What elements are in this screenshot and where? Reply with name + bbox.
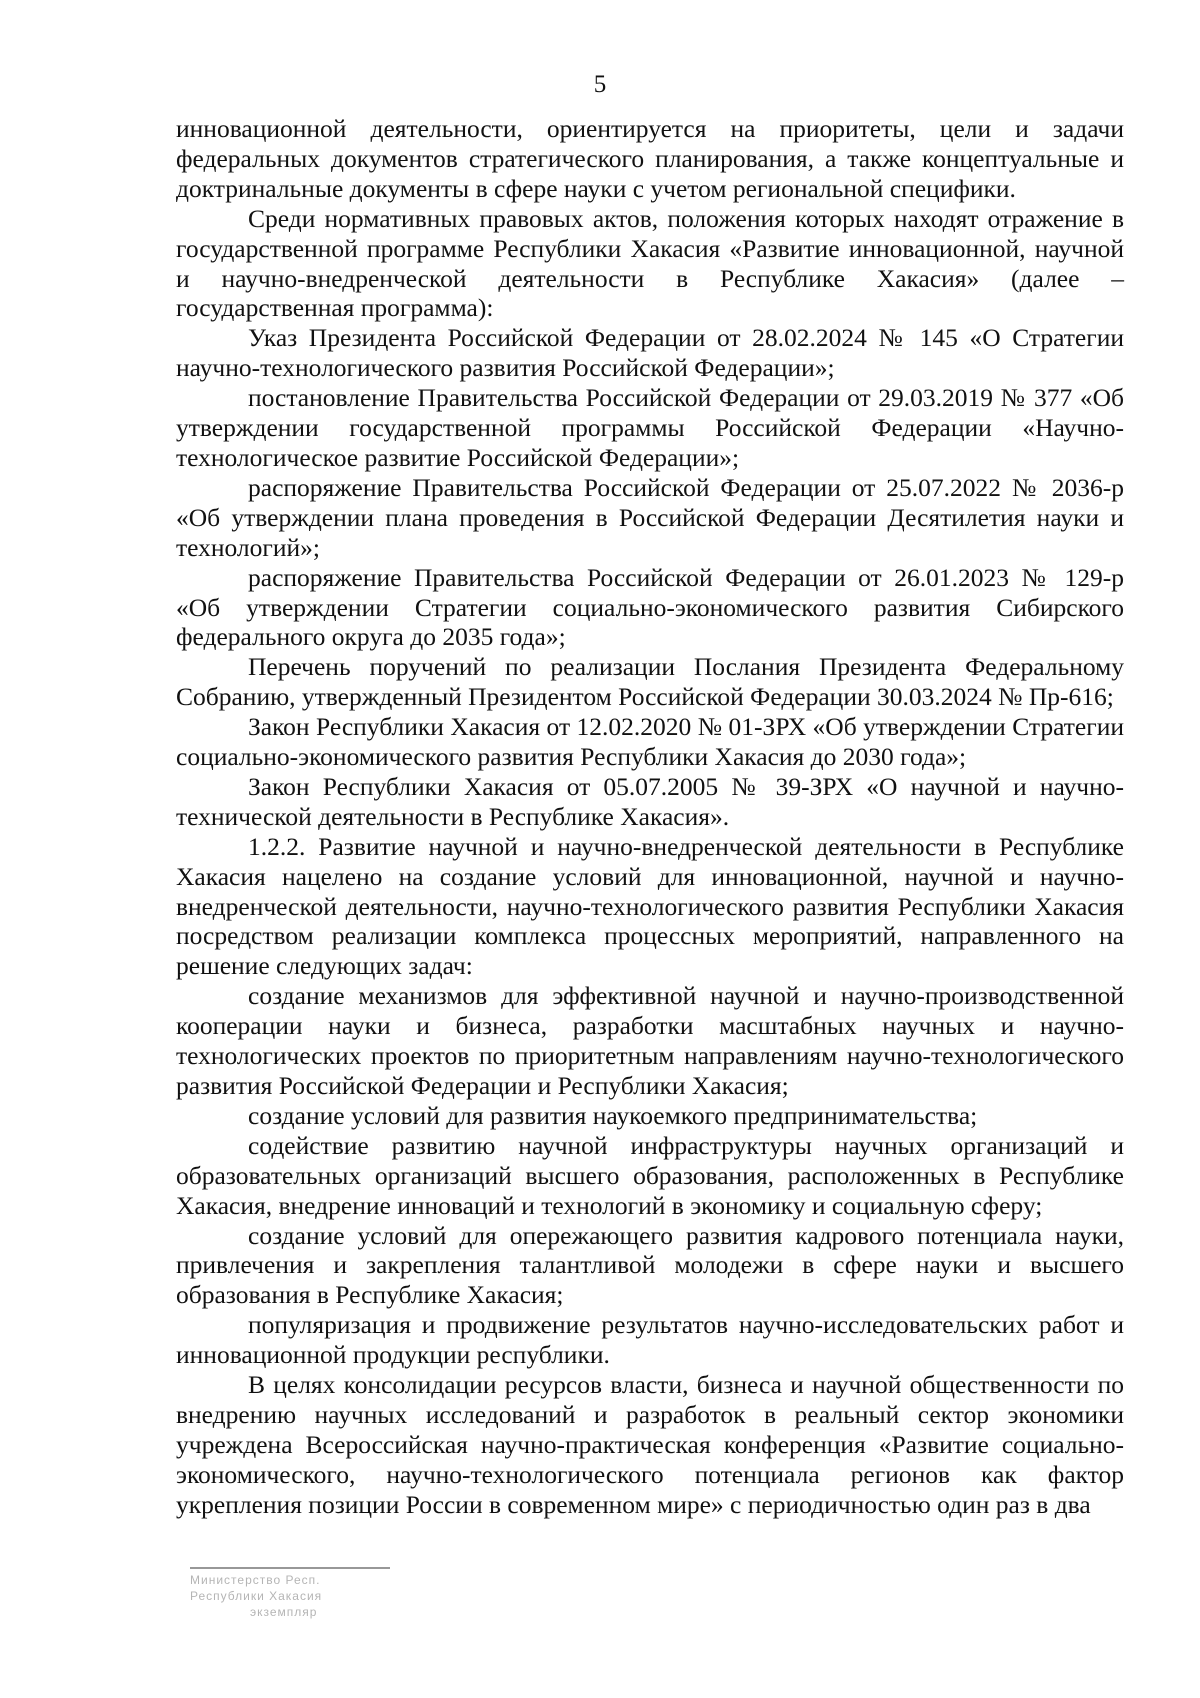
- registration-stamp: [190, 1567, 422, 1639]
- paragraph-3: постановление Правительства Российской Федерации от 29.03.2019 № 377 «Об утверждении государственной программы Российской Федерации «Научно-технологическое развитие Российской Федерации»;: [176, 383, 1124, 472]
- stamp-rule: [190, 1567, 390, 1569]
- paragraph-8: Закон Республики Хакасия от 05.07.2005 № 39-ЗРХ «О научной и научно-технической деятельности в Республике Хакасия».: [176, 771, 1124, 831]
- paragraph-4: распоряжение Правительства Российской Федерации от 25.07.2022 № 2036-р «Об утверждении плана проведения в Российской Федерации Десятилетия науки и технологий»;: [176, 472, 1124, 562]
- paragraph-13: создание условий для опережающего развития кадрового потенциала науки, привлечения и закрепления талантливой молодежи в сфере науки и высшего образования в Республике Хакасия;: [176, 1220, 1124, 1310]
- paragraph-0: инновационной деятельности, ориентируется на приоритеты, цели и задачи федеральных документов стратегического планирования, а также концептуальные и доктринальные документы в сфере науки с учетом региональной специфики.: [176, 114, 1124, 203]
- document-body: [176, 114, 1124, 1520]
- stamp-line-1: Министерство Респ.: [190, 1573, 321, 1587]
- stamp-line-2: Республики Хакасия: [190, 1589, 323, 1603]
- paragraph-11: создание условий для развития наукоемкого предпринимательства;: [248, 1100, 978, 1130]
- paragraph-7: Закон Республики Хакасия от 12.02.2020 № 01-ЗРХ «Об утверждении Стратегии социально-экономического развития Республики Хакасия до 2030 года»;: [176, 712, 1124, 772]
- paragraph-1: Среди нормативных правовых актов, положения которых находят отражение в государственной программе Республики Хакасия «Развитие инновационной, научной и научно-внедренческой деятельности в Республике Хакасия» (далее – государственная программа):: [176, 203, 1124, 323]
- page-number: 5: [593, 71, 607, 98]
- paragraph-15: В целях консолидации ресурсов власти, бизнеса и научной общественности по внедрению научных исследований и разработок в реальный сектор экономики учреждена Всероссийская научно-практическая конференция «Развитие социально-экономического, научно-технологического потенциала регионов как фактор укрепления позиции России в современном мире» с периодичностью один раз в два: [176, 1370, 1124, 1519]
- paragraph-9: 1.2.2. Развитие научной и научно-внедренческой деятельности в Республике Хакасия нацелено на создание условий для инновационной, научной и научно-внедренческой деятельности, научно-технологического развития Республики Хакасия посредством реализации комплекса процессных мероприятий, направленного на решение следующих задач:: [176, 831, 1124, 981]
- paragraph-12: содействие развитию научной инфраструктуры научных организаций и образовательных организаций высшего образования, расположенных в Республике Хакасия, внедрение инноваций и технологий в экономику и социальную сферу;: [176, 1130, 1124, 1220]
- paragraph-10: создание механизмов для эффективной научной и научно-производственной кооперации науки и бизнеса, разработки масштабных научных и научно-технологических проектов по приоритетным направлениям научно-технологического развития Российской Федерации и Республики Хакасия;: [176, 981, 1124, 1100]
- paragraph-6: Перечень поручений по реализации Послания Президента Федеральному Собранию, утвержденный Президентом Российской Федерации 30.03.2024 № Пр-616;: [176, 652, 1124, 712]
- paragraph-5: распоряжение Правительства Российской Федерации от 26.01.2023 № 129-р «Об утверждении Стратегии социально-экономического развития Сибирского федерального округа до 2035 года»;: [176, 562, 1124, 652]
- paragraph-2: Указ Президента Российской Федерации от 28.02.2024 № 145 «О Стратегии научно-технологического развития Российской Федерации»;: [176, 323, 1124, 383]
- paragraph-14: популяризация и продвижение результатов научно-исследовательских работ и инновационной продукции республики.: [176, 1310, 1124, 1370]
- stamp-line-3: экземпляр: [250, 1605, 318, 1619]
